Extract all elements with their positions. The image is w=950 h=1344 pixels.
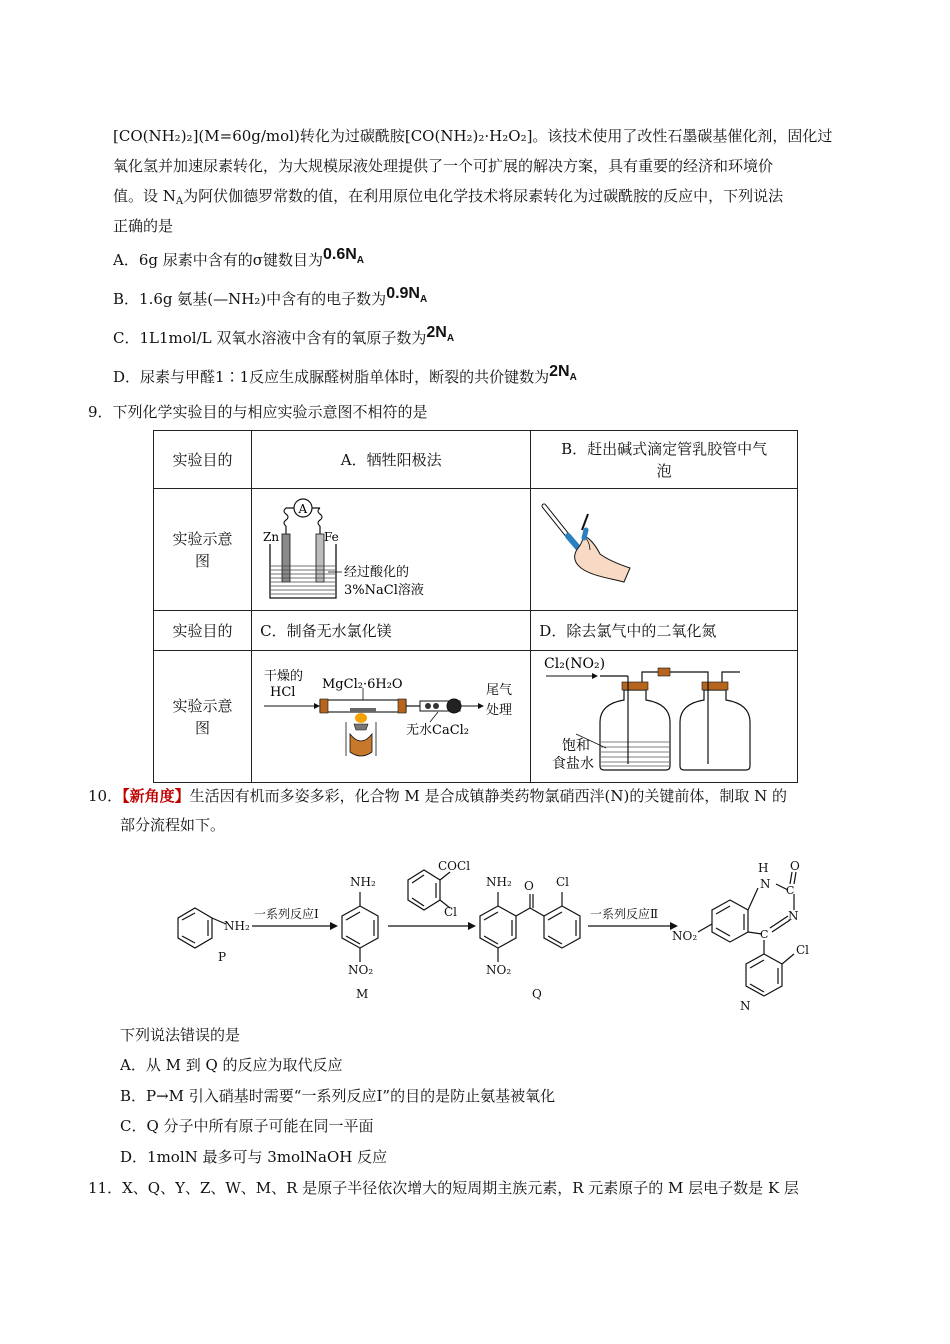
reagent-cocl: COCl bbox=[438, 859, 471, 873]
glass-tip bbox=[582, 514, 588, 530]
solution-label-2: 3%NaCl溶液 bbox=[344, 583, 424, 598]
p-nh2: NH₂ bbox=[224, 919, 250, 933]
arrow-icon bbox=[592, 673, 598, 679]
wire-coil-left bbox=[284, 508, 288, 526]
n-cl: Cl bbox=[796, 943, 810, 957]
q8-option-c[interactable]: C．1L1mol/L 双氧水溶液中含有的氧原子数为2NA bbox=[113, 324, 455, 347]
intro-line-3: 值。设 $N_A$为阿伏伽德罗常数的值，在利用原位电化学技术将尿素转化为过碳酰胺的反应中，下列说法 bbox=[113, 187, 784, 207]
n-amide-n: N bbox=[760, 877, 771, 891]
fe-label: Fe bbox=[324, 530, 339, 544]
step-1-label: 一系列反应Ⅰ bbox=[254, 907, 319, 921]
saturated-label-2: 食盐水 bbox=[552, 756, 594, 772]
row-label: 实验目的 bbox=[154, 431, 252, 489]
wash-bottle-2 bbox=[680, 690, 750, 770]
intro-line-4: 正确的是 bbox=[113, 217, 174, 235]
zn-electrode bbox=[282, 534, 290, 582]
figure-c-apparatus bbox=[258, 656, 530, 778]
n-imine-n: N bbox=[788, 909, 799, 923]
q10-option-c[interactable]: C．Q 分子中所有原子可能在同一平面 bbox=[120, 1117, 374, 1135]
n-carbonyl-o: O bbox=[790, 859, 800, 873]
zn-label: Zn bbox=[263, 530, 280, 544]
n-no2: NO₂ bbox=[672, 929, 698, 943]
q10-stem-line-2: 部分流程如下。 bbox=[120, 816, 226, 834]
label-q: Q bbox=[532, 987, 542, 1001]
q-cl: Cl bbox=[556, 875, 570, 889]
tail-label-1: 尾气 bbox=[486, 683, 513, 698]
row-label: 实验示意 图 bbox=[154, 651, 252, 783]
option-c-purpose[interactable]: C．制备无水氯化镁 bbox=[252, 611, 531, 651]
saturated-label-1: 饱和 bbox=[562, 738, 590, 754]
option-d-purpose[interactable]: D．除去氯气中的二氧化氮 bbox=[531, 611, 798, 651]
table-row bbox=[154, 611, 798, 651]
fe-electrode bbox=[316, 534, 324, 582]
option-b-text-1: B．赶出碱式滴定管乳胶管中气 bbox=[561, 439, 768, 458]
figure-b-burette-hand bbox=[538, 498, 638, 594]
benzene-p bbox=[178, 908, 212, 948]
q8-option-b[interactable]: B．1.6g 氨基(—NH₂)中含有的电子数为0.9NA bbox=[113, 285, 428, 308]
salt-label: MgCl₂·6H₂O bbox=[322, 677, 403, 692]
q8-option-d[interactable]: D．尿素与甲醛1∶1反应生成脲醛树脂单体时，断裂的共价键数为2NA bbox=[113, 363, 577, 386]
intro-line-2: 氧化氢并加速尿素转化，为大规模尿液处理提供了一个可扩展的解决方案，具有重要的经济和环境价 bbox=[113, 157, 774, 175]
new-angle-tag: 【新角度】 bbox=[122, 787, 190, 805]
flame-icon bbox=[355, 713, 367, 723]
q10-stem-line-1: 10．【新角度】生活因有机而多姿多彩，化合物 M 是合成镇静类药物氯硝西泮(N)的关键前体，制取 N 的 bbox=[88, 787, 787, 805]
wire-coil-right bbox=[318, 508, 322, 526]
label-p: P bbox=[218, 950, 227, 964]
q8-option-a[interactable]: A．6g 尿素中含有的σ键数目为0.6NA bbox=[113, 246, 365, 269]
hand-icon bbox=[575, 536, 630, 582]
arrow-in-icon bbox=[314, 703, 320, 709]
q11-stem-line-1: 11．X、Q、Y、Z、W、M、R 是原子半径依次增大的短周期主族元素，R 元素原子的 M 层电子数是 K 层 bbox=[88, 1179, 799, 1197]
table-row bbox=[154, 489, 798, 611]
q10-option-d[interactable]: D．1molN 最多可与 3molNaOH 反应 bbox=[120, 1148, 388, 1166]
benzene-reagent bbox=[408, 870, 440, 910]
cacl2-label: 无水CaCl₂ bbox=[406, 723, 470, 738]
wash-bottle-1 bbox=[600, 690, 670, 770]
label-n: N bbox=[740, 999, 751, 1013]
svg-text:C: C bbox=[760, 928, 769, 941]
q-carbonyl-o: O bbox=[524, 879, 534, 893]
alcohol-lamp-icon bbox=[350, 734, 372, 756]
solution-label-1: 经过酸化的 bbox=[344, 565, 410, 580]
figure-d-wash-bottles bbox=[540, 652, 780, 776]
svg-text:C: C bbox=[786, 884, 795, 897]
q10-option-a[interactable]: A．从 M 到 Q 的反应为取代反应 bbox=[120, 1056, 343, 1074]
intro-line-1: [CO(NH₂)₂](M=60g/mol)转化为过碳酰胺[CO(NH₂)₂·H₂O₂]。该技术使用了改性石墨碳基催化剂，固化过 bbox=[113, 127, 833, 145]
gas-inlet-label: Cl₂(NO₂) bbox=[544, 656, 606, 672]
q10-reaction-scheme bbox=[160, 858, 840, 1018]
table-row bbox=[154, 431, 798, 489]
row-label: 实验示意 图 bbox=[154, 489, 252, 611]
mgcl2-sample bbox=[350, 708, 376, 712]
option-a-purpose[interactable]: A．牺牲阳极法 bbox=[252, 431, 531, 489]
cacl2-bulb bbox=[447, 699, 461, 713]
q-nh2: NH₂ bbox=[486, 875, 512, 889]
option-b-purpose[interactable] bbox=[531, 431, 798, 489]
tail-label-2: 处理 bbox=[486, 703, 513, 718]
m-nh2: NH₂ bbox=[350, 875, 376, 889]
gas-label-1: 干燥的 bbox=[264, 669, 304, 684]
gas-label-2: HCl bbox=[270, 685, 296, 700]
reagent-cl: Cl bbox=[444, 905, 458, 919]
arrow-out-icon bbox=[478, 703, 484, 709]
q10-ask: 下列说法错误的是 bbox=[120, 1026, 241, 1044]
ammeter-label: A bbox=[298, 502, 308, 516]
q10-option-b[interactable]: B．P→M 引入硝基时需要“一系列反应Ⅰ”的目的是防止氨基被氧化 bbox=[120, 1087, 556, 1105]
step-2-label: 一系列反应Ⅱ bbox=[590, 907, 659, 921]
n-h: H bbox=[758, 861, 769, 875]
option-b-text-2: 泡 bbox=[656, 461, 672, 480]
m-no2: NO₂ bbox=[348, 963, 374, 977]
figure-a-galvanic-cell bbox=[258, 492, 438, 604]
q-no2: NO₂ bbox=[486, 963, 512, 977]
label-m: M bbox=[356, 987, 369, 1001]
row-label: 实验目的 bbox=[154, 611, 252, 651]
q9-stem: 9．下列化学实验目的与相应实验示意图不相符的是 bbox=[88, 403, 428, 421]
